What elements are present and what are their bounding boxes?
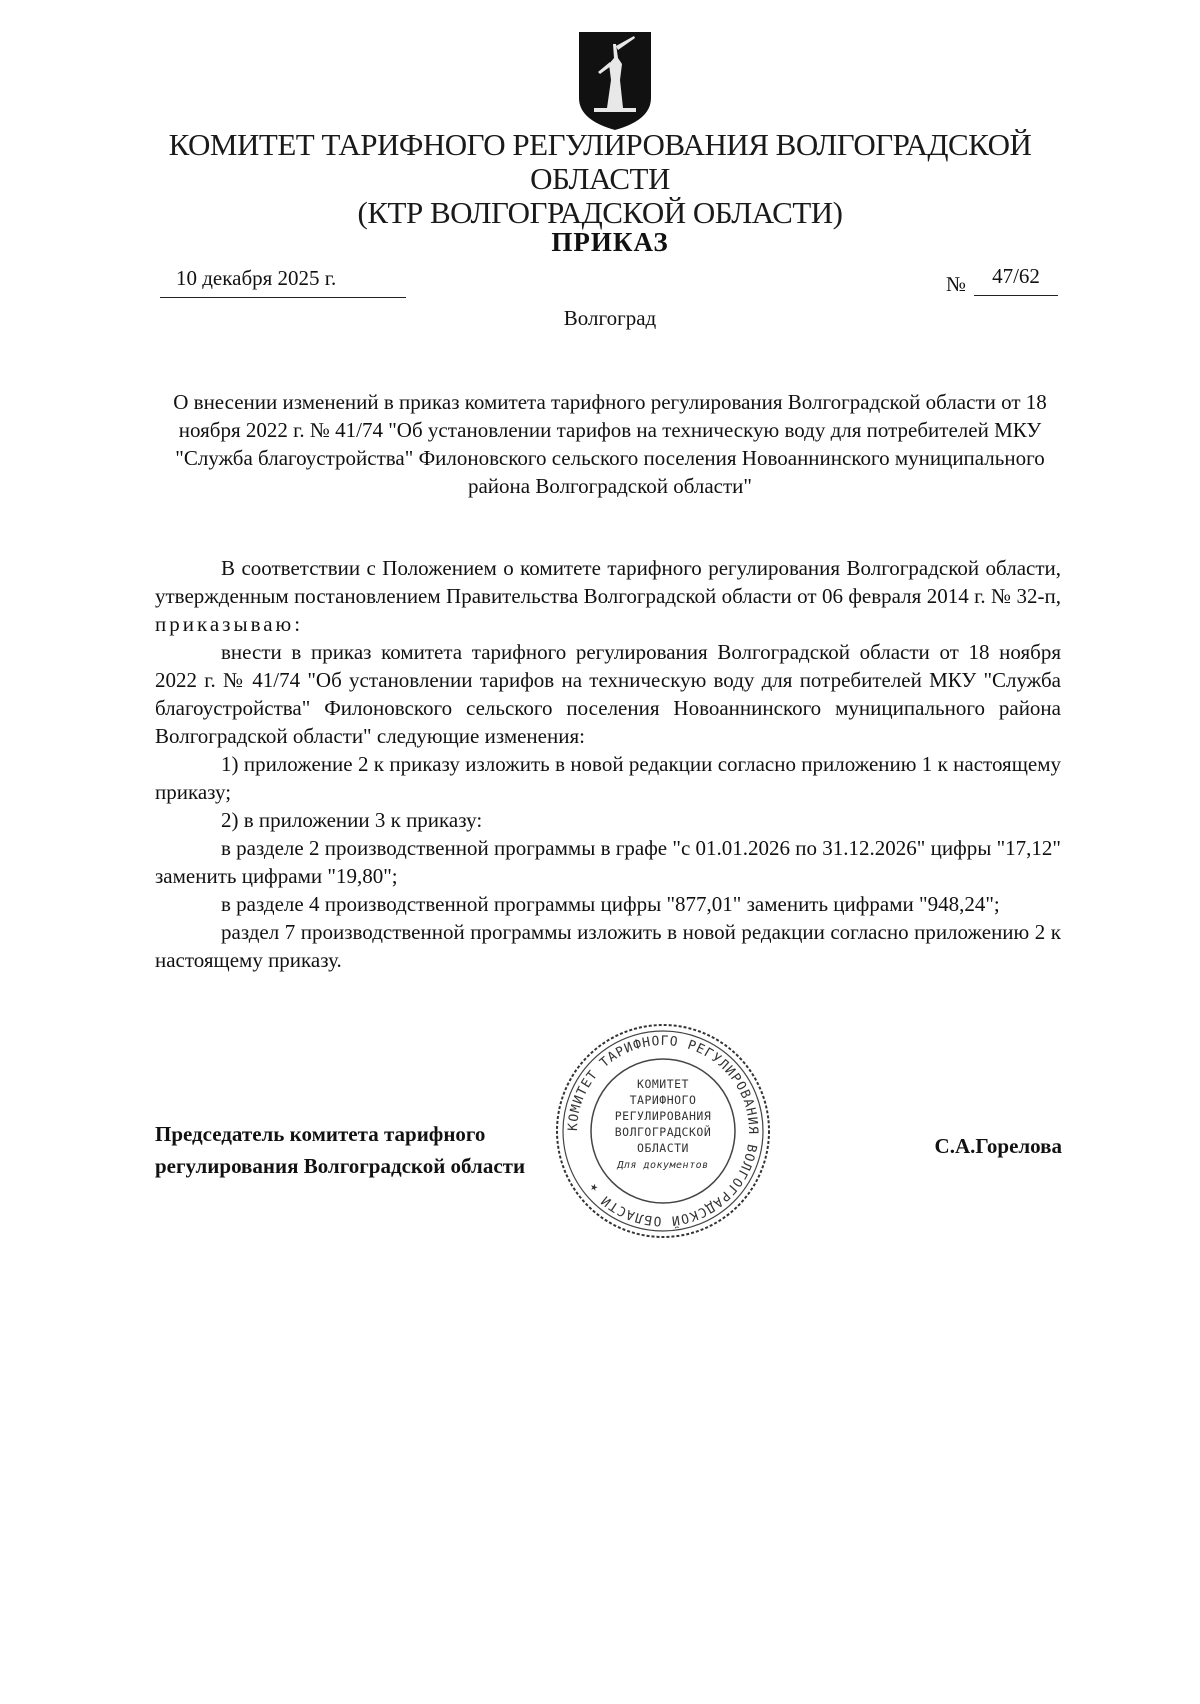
seal-line-5: ОБЛАСТИ xyxy=(637,1141,689,1155)
paragraph-section-2: в разделе 2 производственной программы в графе "с 01.01.2026 по 31.12.2026" цифры "17,12" заменить цифрами "19,80"; xyxy=(155,836,1061,888)
svg-text:КОМИТЕТ ТАРИФНОГО РЕГУЛИРОВАНИ: КОМИТЕТ ТАРИФНОГО РЕГУЛИРОВАНИЯ ВОЛГОГРАДСКОЙ ОБЛАСТИ ★ xyxy=(565,1033,761,1229)
official-seal xyxy=(552,1020,774,1242)
order-city: Волгоград xyxy=(563,306,657,330)
paragraph-item-2: 2) в приложении 3 к приказу: xyxy=(221,808,483,832)
seal-line-4: ВОЛГОГРАДСКОЙ xyxy=(614,1125,712,1139)
signer-position-line2: регулирования Волгоградской области xyxy=(155,1154,526,1178)
paragraph-basis xyxy=(155,554,1061,638)
paragraph-item-1: 1) приложение 2 к приказу изложить в новой редакции согласно приложению 1 к настоящему приказу; xyxy=(155,752,1061,804)
order-date: 10 декабря 2025 г. xyxy=(160,266,406,298)
seal-inner-text: Для документов xyxy=(617,1160,709,1171)
organization-name-line1: КОМИТЕТ ТАРИФНОГО РЕГУЛИРОВАНИЯ ВОЛГОГРАДСКОЙ ОБЛАСТИ xyxy=(168,127,1032,196)
paragraph-section-7: раздел 7 производственной программы изложить в новой редакции согласно приложению 2 к настоящему приказу. xyxy=(155,920,1061,972)
document-title: ПРИКАЗ xyxy=(551,227,669,257)
order-number: 47/62 xyxy=(974,264,1058,296)
order-verb: приказываю: xyxy=(155,612,304,636)
order-body xyxy=(155,554,1061,974)
coat-of-arms-icon xyxy=(576,28,654,132)
signer-position xyxy=(155,1118,595,1182)
organization-name-line2: (КТР ВОЛГОГРАДСКОЙ ОБЛАСТИ) xyxy=(357,195,843,230)
paragraph-section-4: в разделе 4 производственной программы цифры "877,01" заменить цифрами "948,24"; xyxy=(221,892,1000,916)
signer-name: С.А.Горелова xyxy=(934,1134,1062,1158)
order-number-sign: № xyxy=(946,272,967,296)
order-subject: О внесении изменений в приказ комитета тарифного регулирования Волгоградской области от 18 ноября 2022 г. № 41/74 "Об установлении тарифов на техническую воду для потребителей МКУ "Служба благоустройства" Филоновского сельского поселения Новоаннинского муниципального района Волгоградской области" xyxy=(173,390,1047,498)
signer-position-line1: Председатель комитета тарифного xyxy=(155,1122,486,1146)
paragraph-amend: внести в приказ комитета тарифного регулирования Волгоградской области от 18 ноября 2022 г. № 41/74 "Об установлении тарифов на техническую воду для потребителей МКУ "Служба благоустройства" Филоновского сельского поселения Новоаннинского муниципального района Волгоградской области" следующие изменения: xyxy=(155,640,1061,748)
paragraph-basis-text: В соответствии с Положением о комитете тарифного регулирования Волгоградской области, утвержденным постановлением Правительства Волгоградской области от 06 февраля 2014 г. № 32-п, xyxy=(155,556,1061,608)
organization-name xyxy=(100,128,1100,230)
seal-line-1: КОМИТЕТ xyxy=(637,1077,689,1091)
seal-line-2: ТАРИФНОГО xyxy=(629,1093,697,1107)
seal-center-text xyxy=(592,1076,734,1174)
seal-line-3: РЕГУЛИРОВАНИЯ xyxy=(614,1109,712,1123)
